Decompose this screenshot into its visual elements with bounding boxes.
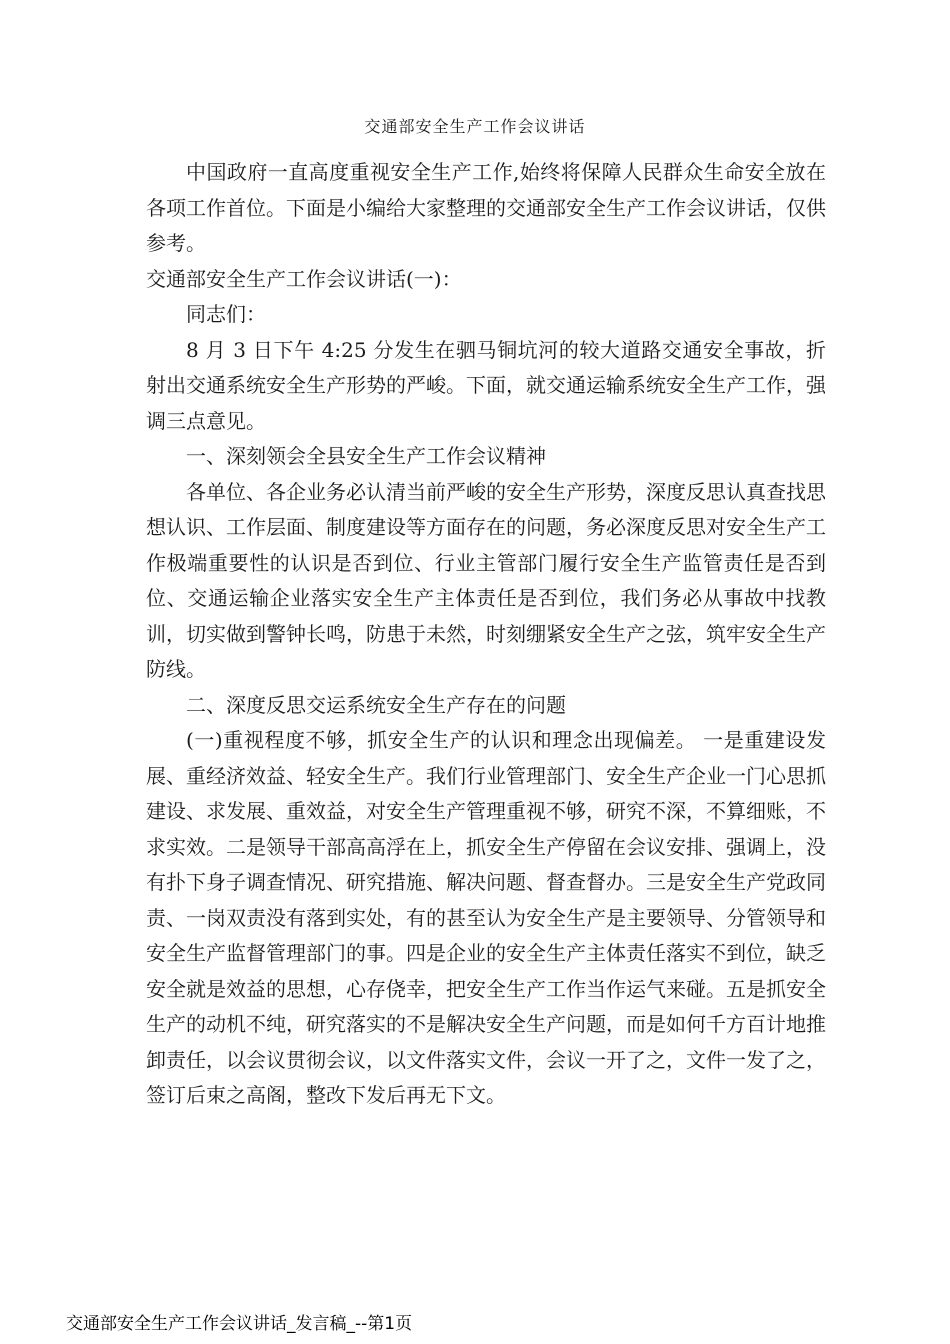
page-footer: 交通部安全生产工作会议讲话_发言稿_--第1页 (66, 1314, 413, 1334)
heading-point-two: 二、深度反思交运系统安全生产存在的问题 (186, 692, 566, 717)
document-body (146, 155, 826, 1114)
paragraph-problems: (一)重视程度不够，抓安全生产的认识和理念出现偏差。 一是重建设发展、重经济效益、轻安全生产。我们行业管理部门、安全生产企业一门心思抓建设、求发展、重效益，对安全生产管理重视不够，研究不深，不算细账，不求实效。二是领导干部高高浮在上，抓安全生产停留在会议安排、强调上，没有扑下身子调查情况、研究措施、解决问题、督查督办。三是安全生产党政同责、一岗双责没有落到实处，有的甚至认为安全生产是主要领导、分管领导和安全生产监督管理部门的事。四是企业的安全生产主体责任落实不到位，缺乏安全就是效益的思想，心存侥幸，把安全生产工作当作运气来碰。五是抓安全生产的动机不纯，研究落实的不是解决安全生产问题，而是如何千方百计地推卸责任，以会议贯彻会议，以文件落实文件，会议一开了之，文件一发了之，签订后束之高阁，整改下发后再无下文。 (146, 728, 826, 1107)
paragraph-accident: 8 月 3 日下午 4:25 分发生在驷马铜坑河的较大道路交通安全事故，折射出交通系统安全生产形势的严峻。下面，就交通运输系统安全生产工作，强调三点意见。 (146, 337, 826, 433)
paragraph-reflection: 各单位、各企业务必认清当前严峻的安全生产形势，深度反思认真查找思想认识、工作层面、制度建设等方面存在的问题，务必深度反思对安全生产工作极端重要性的认识是否到位、行业主管部门履行安全生产监管责任是否到位、交通运输企业落实安全生产主体责任是否到位，我们务必从事故中找教训，切实做到警钟长鸣，防患于未然，时刻绷紧安全生产之弦，筑牢安全生产防线。 (146, 479, 826, 681)
paragraph-intro: 中国政府一直高度重视安全生产工作,始终将保障人民群众生命安全放在各项工作首位。下面是小编给大家整理的交通部安全生产工作会议讲话，仅供参考。 (146, 160, 826, 255)
heading-point-one: 一、深刻领会全县安全生产工作会议精神 (186, 444, 546, 468)
section-heading-part-one: 交通部安全生产工作会议讲话(一)： (146, 266, 462, 291)
document-title: 交通部安全生产工作会议讲话 (364, 117, 586, 136)
paragraph-salutation: 同志们： (186, 302, 266, 326)
